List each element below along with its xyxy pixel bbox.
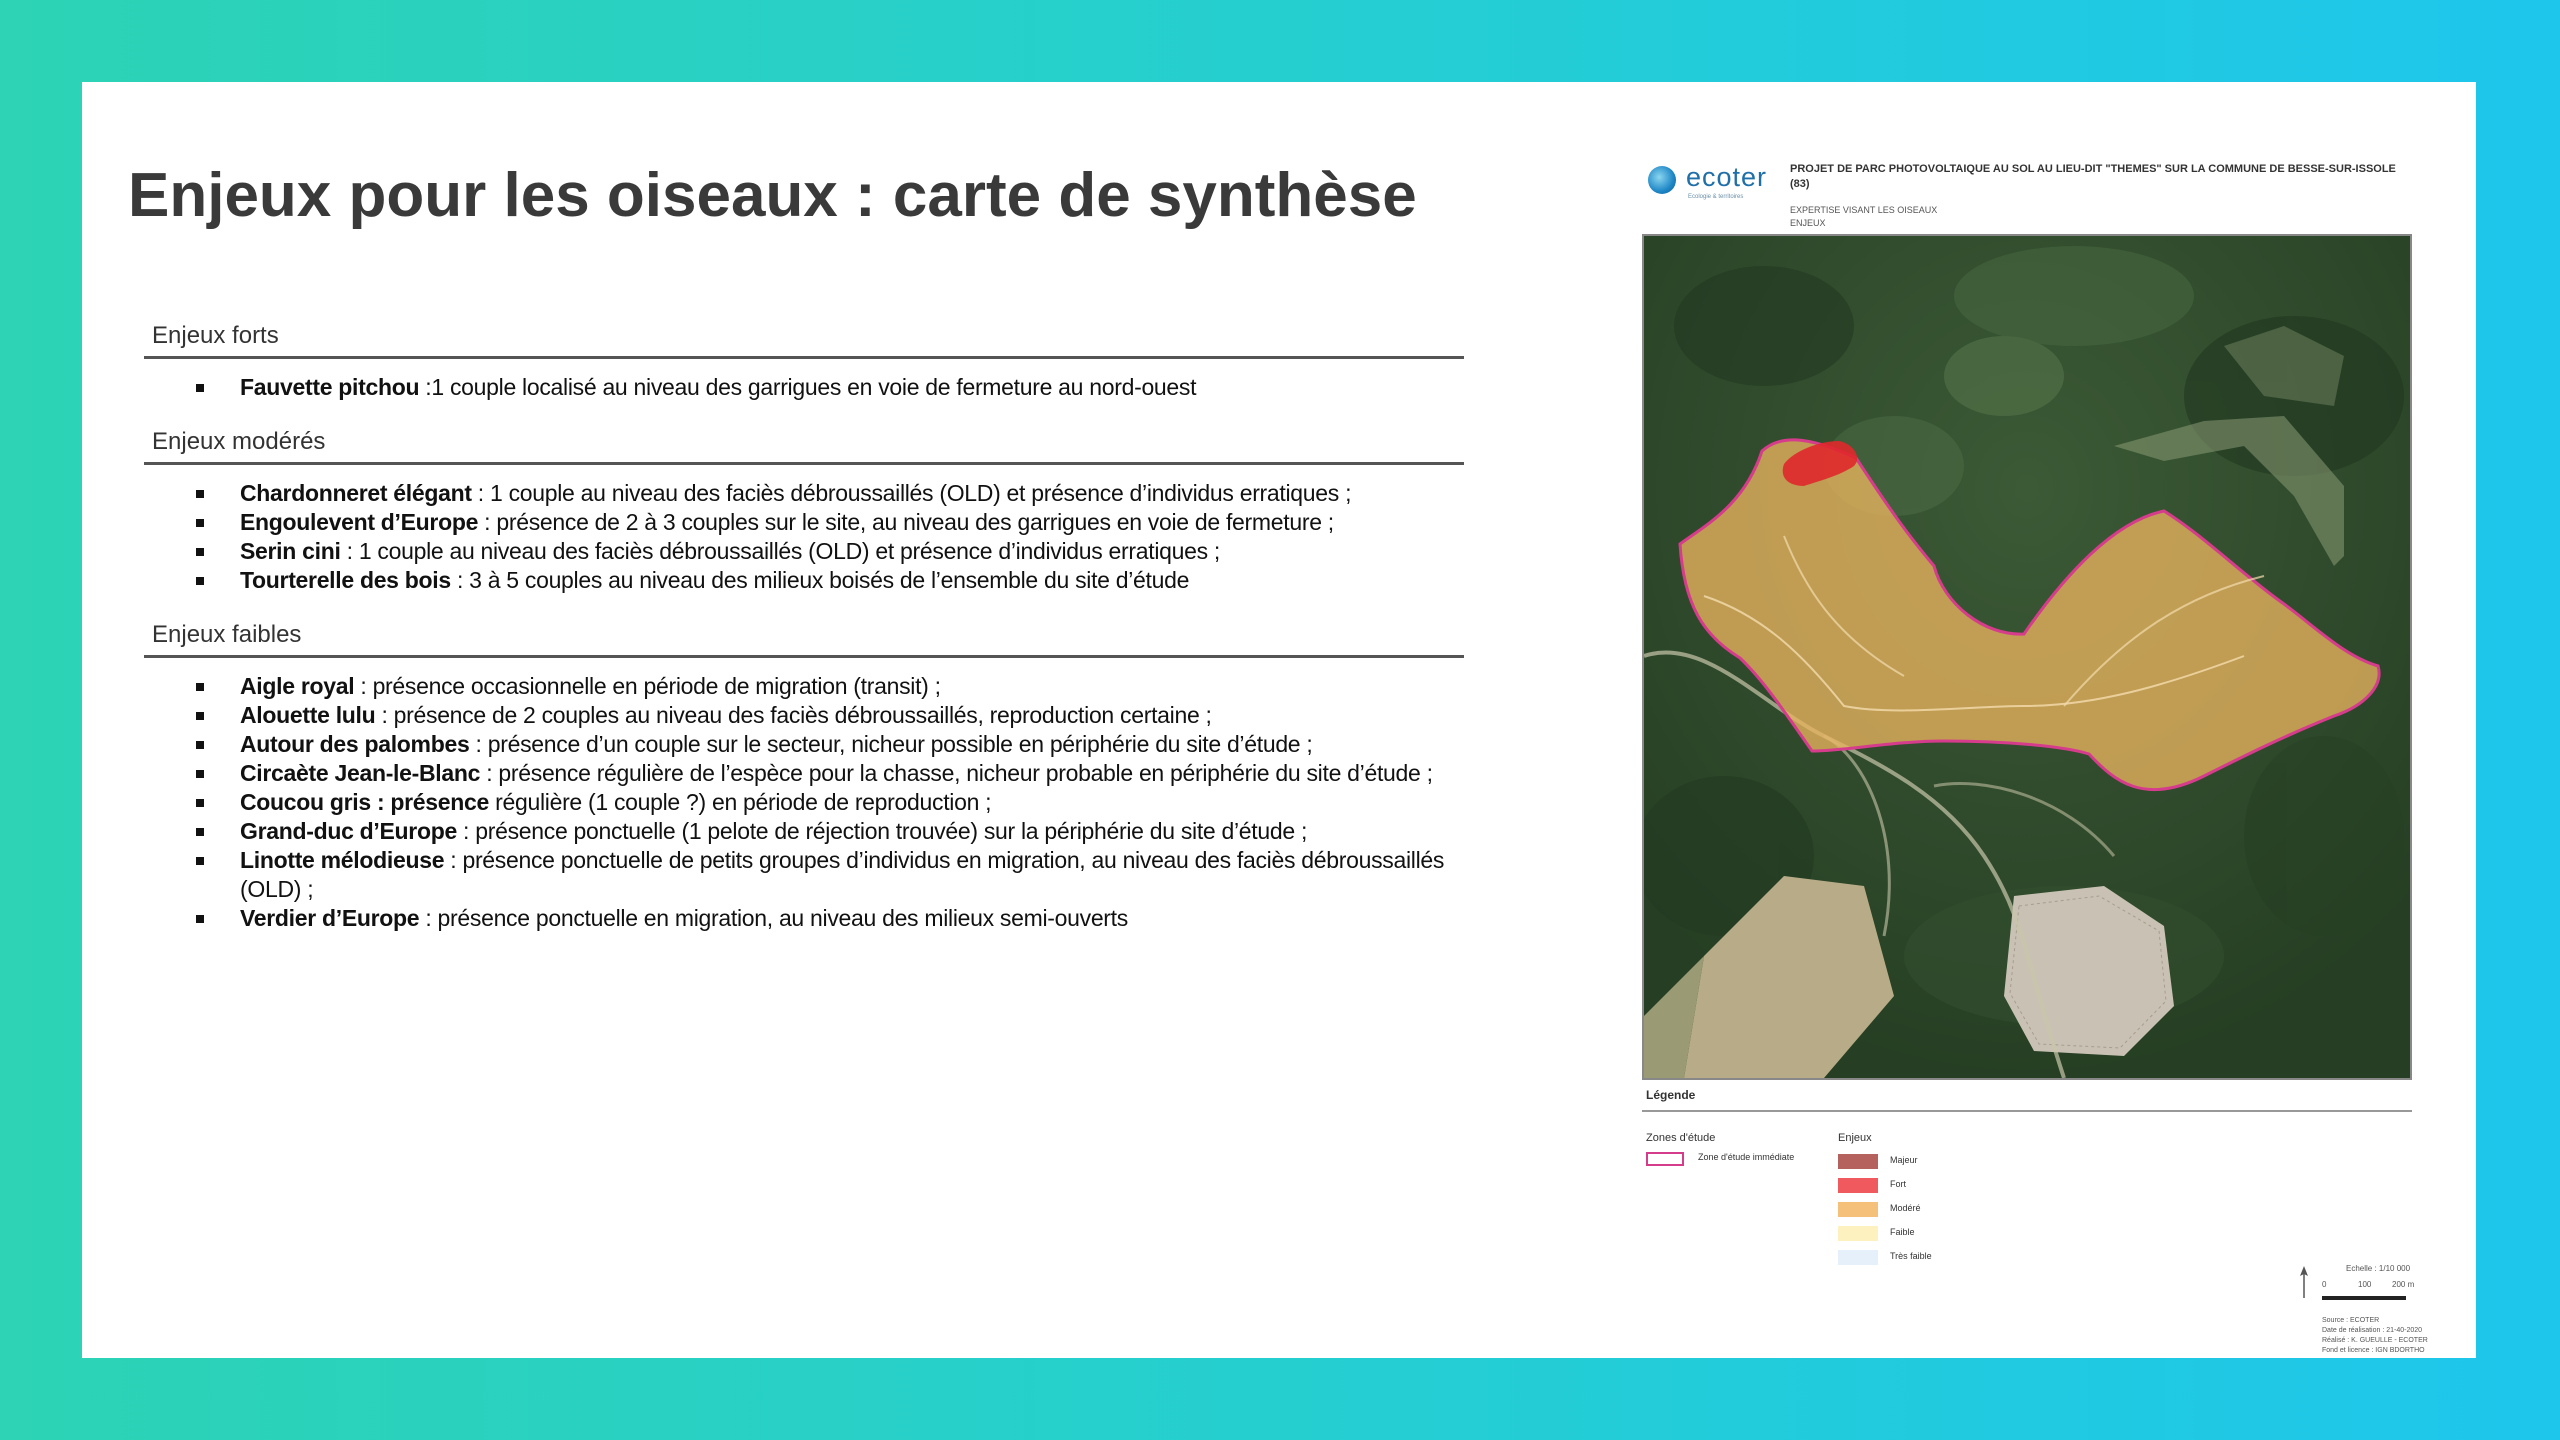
- source-line: Source : ECOTER: [2322, 1317, 2380, 1324]
- legend-swatch: [1838, 1202, 1878, 1217]
- list-item: Chardonneret élégant : 1 couple au niveau des faciès débroussaillés (OLD) et présence d’individus erratiques ;: [196, 479, 1464, 508]
- enjeux-text-block: [144, 322, 1464, 959]
- legend-title: Légende: [1646, 1088, 1696, 1102]
- source-line: Date de réalisation : 21-40-2020: [2322, 1327, 2423, 1334]
- legend-zone-swatch: [1646, 1152, 1684, 1166]
- list-item: Coucou gris : présence régulière (1 couple ?) en période de reproduction ;: [196, 788, 1464, 817]
- legend-label: Fort: [1890, 1179, 1907, 1189]
- legend-label: Très faible: [1890, 1251, 1932, 1261]
- scale-label: Echelle : 1/10 000: [2346, 1264, 2411, 1273]
- list-item: Engoulevent d’Europe : présence de 2 à 3 couples sur le site, au niveau des garrigues en voie de fermeture ;: [196, 508, 1464, 537]
- legend-label: Faible: [1890, 1227, 1915, 1237]
- list-item: Autour des palombes : présence d’un couple sur le secteur, nicheur possible en périphérie du site d’étude ;: [196, 730, 1464, 759]
- legend-zone-label: Zone d'étude immédiate: [1698, 1152, 1795, 1162]
- scale-tick: 0: [2322, 1280, 2327, 1289]
- map-source: [2322, 1316, 2428, 1356]
- section-enjeux-faibles: [144, 621, 1464, 933]
- legend-swatch: [1838, 1178, 1878, 1193]
- list-item: Serin cini : 1 couple au niveau des faciès débroussaillés (OLD) et présence d’individus erratiques ;: [196, 537, 1464, 566]
- list-item: Alouette lulu : présence de 2 couples au niveau des faciès débroussaillés, reproduction certaine ;: [196, 701, 1464, 730]
- scale-tick: 200 m: [2392, 1280, 2415, 1289]
- source-line: Fond et licence : IGN BDORTHO: [2322, 1347, 2425, 1354]
- list-item: Linotte mélodieuse : présence ponctuelle de petits groupes d’individus en migration, au niveau des faciès débroussaillés (OLD) ;: [196, 846, 1464, 904]
- scale-tick: 100: [2358, 1280, 2372, 1289]
- legend-swatch: [1838, 1250, 1878, 1265]
- section-heading: Enjeux faibles: [144, 621, 1464, 658]
- legend-zones-heading: Zones d'étude: [1646, 1132, 1716, 1144]
- project-title: PROJET DE PARC PHOTOVOLTAIQUE AU SOL AU LIEU-DIT "THEMES" SUR LA COMMUNE DE BESSE-SUR-ISSOLE (83): [1790, 163, 2396, 190]
- list-item: Tourterelle des bois : 3 à 5 couples au niveau des milieux boisés de l’ensemble du site d’étude: [196, 566, 1464, 595]
- list-item: Verdier d’Europe : présence ponctuelle en migration, au niveau des milieux semi-ouverts: [196, 904, 1464, 933]
- project-subtitle-line: EXPERTISE VISANT LES OISEAUX: [1790, 205, 1938, 215]
- logo-globe-icon: [1648, 166, 1676, 194]
- legend-swatch: [1838, 1154, 1878, 1169]
- aerial-map-svg: [1644, 236, 2410, 1078]
- slide: [82, 82, 2476, 1358]
- legend-swatch: [1838, 1226, 1878, 1241]
- ecoter-logo: [1648, 164, 1788, 204]
- source-line: Réalisé : K. GUEULLE - ECOTER: [2322, 1337, 2428, 1344]
- slide-title: Enjeux pour les oiseaux : carte de synthèse: [128, 161, 1417, 230]
- list-item: Fauvette pitchou :1 couple localisé au niveau des garrigues en voie de fermeture au nord-ouest: [196, 373, 1464, 402]
- scale-bar: [2322, 1296, 2406, 1300]
- aerial-map: [1642, 234, 2412, 1080]
- species-list: [144, 373, 1464, 402]
- legend-enjeux-heading: Enjeux: [1838, 1132, 1872, 1144]
- species-list: [144, 672, 1464, 933]
- project-subtitle-line: ENJEUX: [1790, 218, 1826, 228]
- list-item: Aigle royal : présence occasionnelle en période de migration (transit) ;: [196, 672, 1464, 701]
- species-list: [144, 479, 1464, 595]
- north-arrow-icon: [2298, 1266, 2310, 1298]
- list-item: Grand-duc d’Europe : présence ponctuelle (1 pelote de réjection trouvée) sur la périphérie du site d’étude ;: [196, 817, 1464, 846]
- list-item: Circaète Jean-le-Blanc : présence régulière de l’espèce pour la chasse, nicheur probable en périphérie du site d’étude ;: [196, 759, 1464, 788]
- map-panel: [1642, 152, 2502, 1352]
- section-enjeux-forts: [144, 322, 1464, 402]
- legend-label: Majeur: [1890, 1155, 1918, 1165]
- legend-divider: [1642, 1110, 2412, 1112]
- section-heading: Enjeux forts: [144, 322, 1464, 359]
- section-enjeux-moderes: [144, 428, 1464, 595]
- section-heading: Enjeux modérés: [144, 428, 1464, 465]
- logo-subtitle: Ecologie & territoires: [1688, 194, 1744, 200]
- project-subtitle: [1790, 204, 1937, 230]
- legend-label: Modéré: [1890, 1203, 1921, 1213]
- logo-text: ecoter: [1686, 162, 1768, 192]
